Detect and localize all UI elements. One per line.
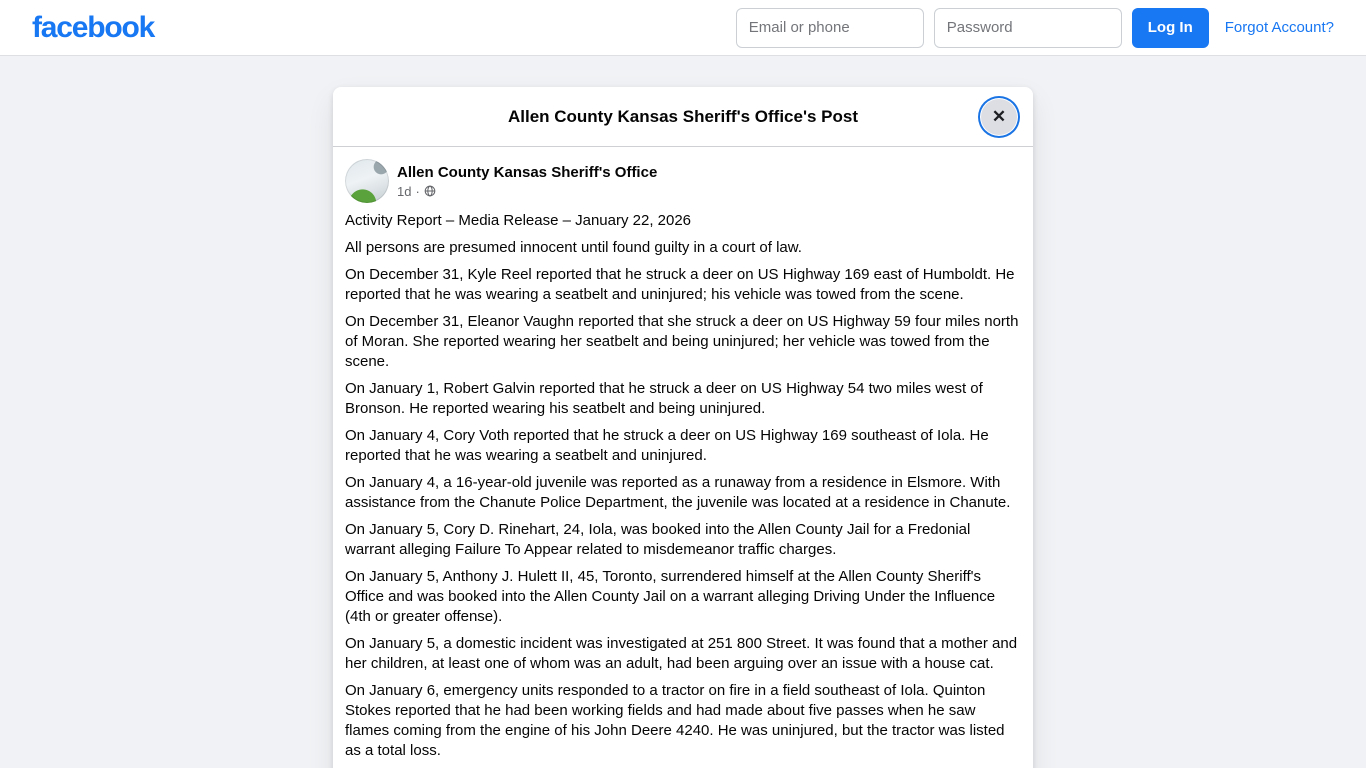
post-author[interactable]: Allen County Kansas Sheriff's Office — [397, 163, 658, 181]
post-paragraph: On January 6, emergency units responded to a tractor on fire in a field southeast of Iola. Quinton Stokes reported that he had been working fields and had made about five passes when he saw flames coming from the engine of his John Deere 4240. He was uninjured, but the tractor was listed as a total loss. — [345, 682, 1005, 759]
avatar[interactable] — [345, 159, 389, 203]
post-paragraph: On December 31, Eleanor Vaughn reported that she struck a deer on US Highway 59 four miles north of Moran. She reported wearing her seatbelt and being uninjured; her vehicle was towed from the scene. — [345, 313, 1019, 370]
post-paragraph: Activity Report – Media Release – January 22, 2026 — [345, 212, 692, 229]
top-nav — [0, 0, 1366, 56]
post-paragraph: All persons are presumed innocent until found guilty in a court of law. — [345, 239, 802, 256]
post-paragraph: On January 5, Anthony J. Hulett II, 45, Toronto, surrendered himself at the Allen County Sheriff's Office and was booked into the Allen County Jail on a warrant alleging Driving Under the Influence (4th or greater offense). — [345, 568, 996, 625]
modal-title: Allen County Kansas Sheriff's Office's Post — [507, 106, 859, 126]
author-block — [397, 164, 657, 199]
close-icon: ✕ — [991, 107, 1007, 126]
globe-icon — [424, 185, 436, 197]
login-form — [736, 8, 1334, 48]
login-button[interactable]: Log In — [1132, 8, 1209, 48]
post-paragraph: On January 4, Cory Voth reported that he struck a deer on US Highway 169 southeast of Iola. He reported that he was wearing a seatbelt and uninjured. — [345, 427, 989, 464]
post-paragraph: On January 5, Cory D. Rinehart, 24, Iola, was booked into the Allen County Jail for a Fredonial warrant alleging Failure To Appear related to misdemeanor traffic charges. — [345, 521, 971, 558]
timestamp-text: 1d — [397, 183, 412, 199]
post-paragraph: On January 1, Robert Galvin reported that he struck a deer on US Highway 54 two miles west of Bronson. He reported wearing his seatbelt and being uninjured. — [345, 380, 983, 417]
post-content — [333, 147, 1033, 768]
meta-separator: · — [415, 183, 420, 199]
password-input[interactable] — [934, 8, 1122, 48]
email-input[interactable] — [736, 8, 924, 48]
forgot-account-link[interactable]: Forgot Account? — [1224, 19, 1334, 36]
facebook-logo[interactable]: facebook — [32, 10, 155, 44]
modal-header — [333, 87, 1033, 147]
post-paragraph: On January 4, a 16-year-old juvenile was reported as a runaway from a residence in Elsmore. With assistance from the Chanute Police Department, the juvenile was located at a residence in Chanute. — [345, 474, 1011, 511]
post-modal — [333, 87, 1033, 768]
post-paragraph: On December 31, Kyle Reel reported that he struck a deer on US Highway 169 east of Humboldt. He reported that he was wearing a seatbelt and uninjured; his vehicle was towed from the scene. — [345, 266, 1015, 303]
post-timestamp[interactable] — [397, 184, 657, 199]
close-button[interactable] — [981, 99, 1017, 135]
post-header — [345, 159, 1021, 203]
post-paragraph: On January 5, a domestic incident was investigated at 251 800 Street. It was found that a mother and her children, at least one of whom was an adult, had been arguing over an issue with a house cat. — [345, 635, 1018, 672]
post-body — [345, 211, 1021, 761]
